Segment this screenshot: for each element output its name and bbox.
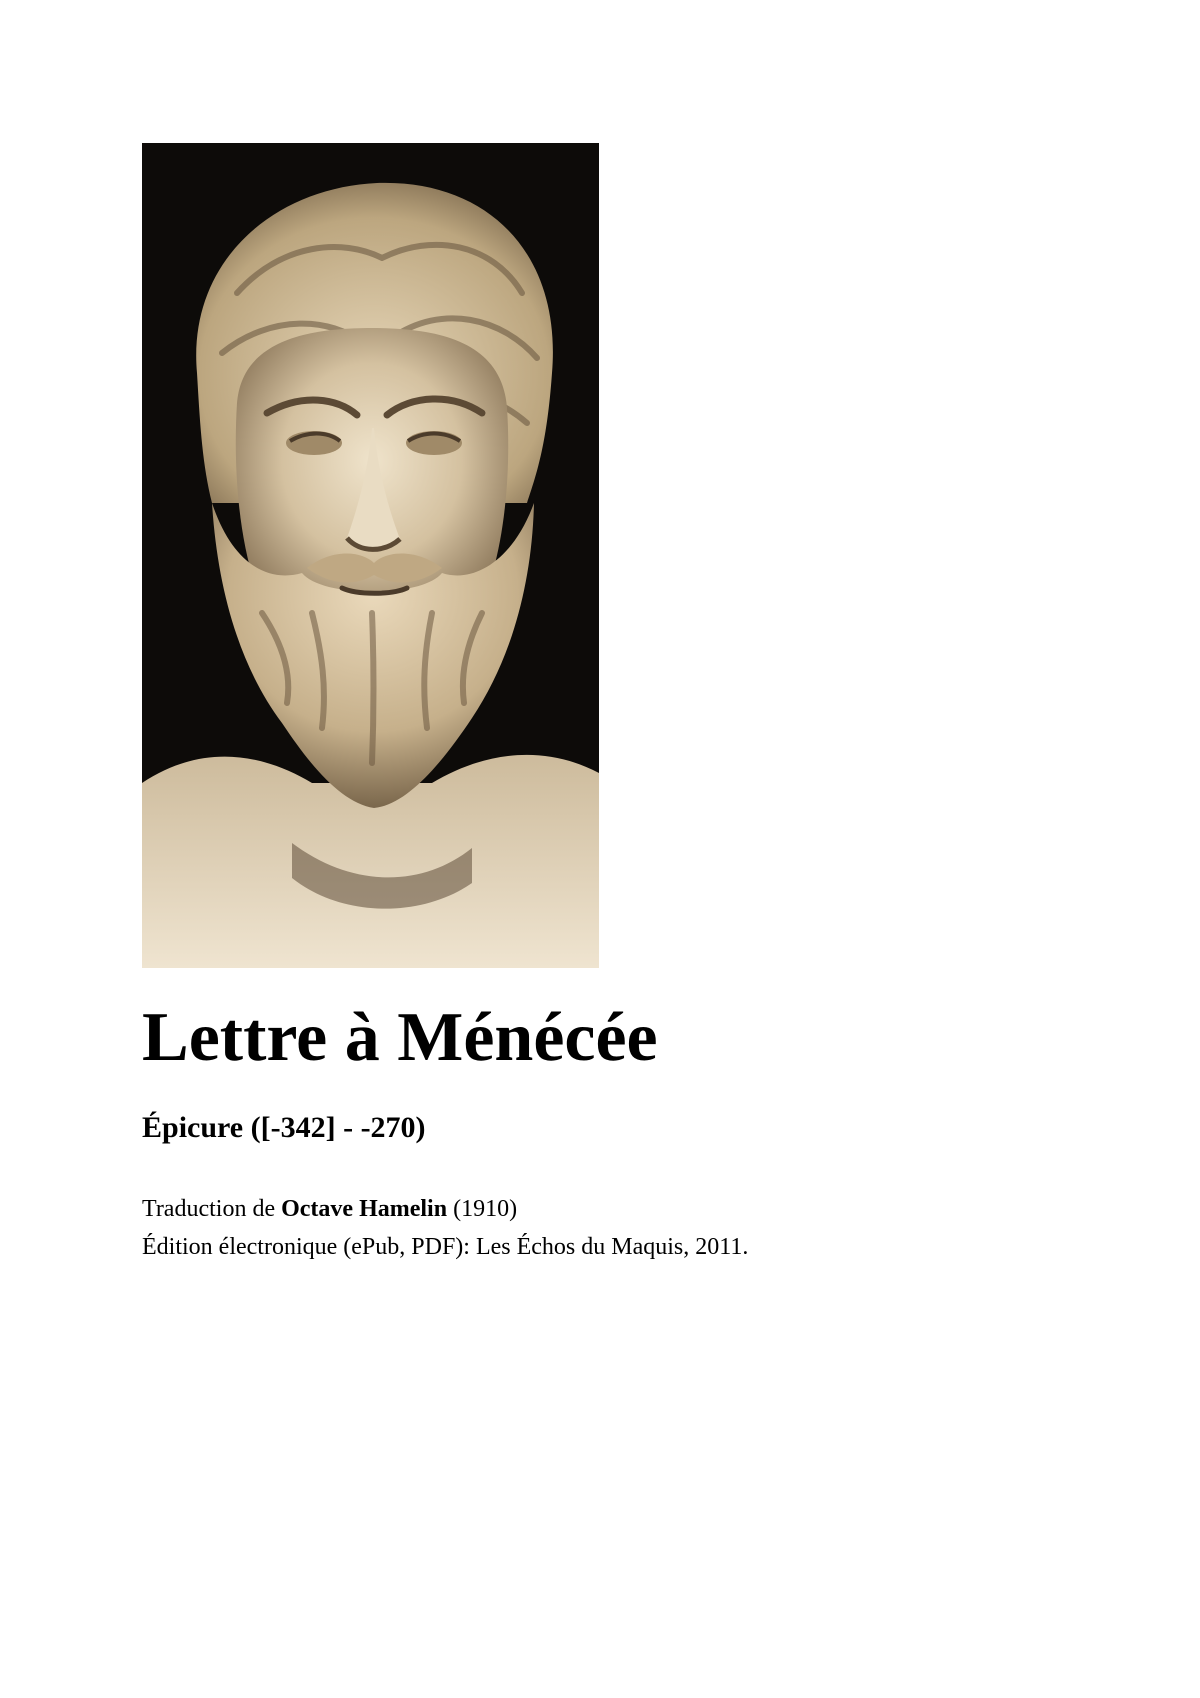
translation-credit: [142, 1190, 748, 1228]
translation-year: (1910): [447, 1196, 518, 1222]
author-line: Épicure ([-342] - -270): [142, 1111, 426, 1144]
edition-credit: Édition électronique (ePub, PDF): Les Échos du Maquis, 2011.: [142, 1234, 749, 1260]
translator-name: Octave Hamelin: [281, 1196, 448, 1222]
epicurus-bust-illustration: [142, 143, 599, 968]
translation-prefix: Traduction de: [142, 1196, 282, 1222]
bust-photograph: [142, 143, 599, 968]
credits-block: [142, 1190, 748, 1266]
book-title: Lettre à Ménécée: [142, 999, 658, 1076]
